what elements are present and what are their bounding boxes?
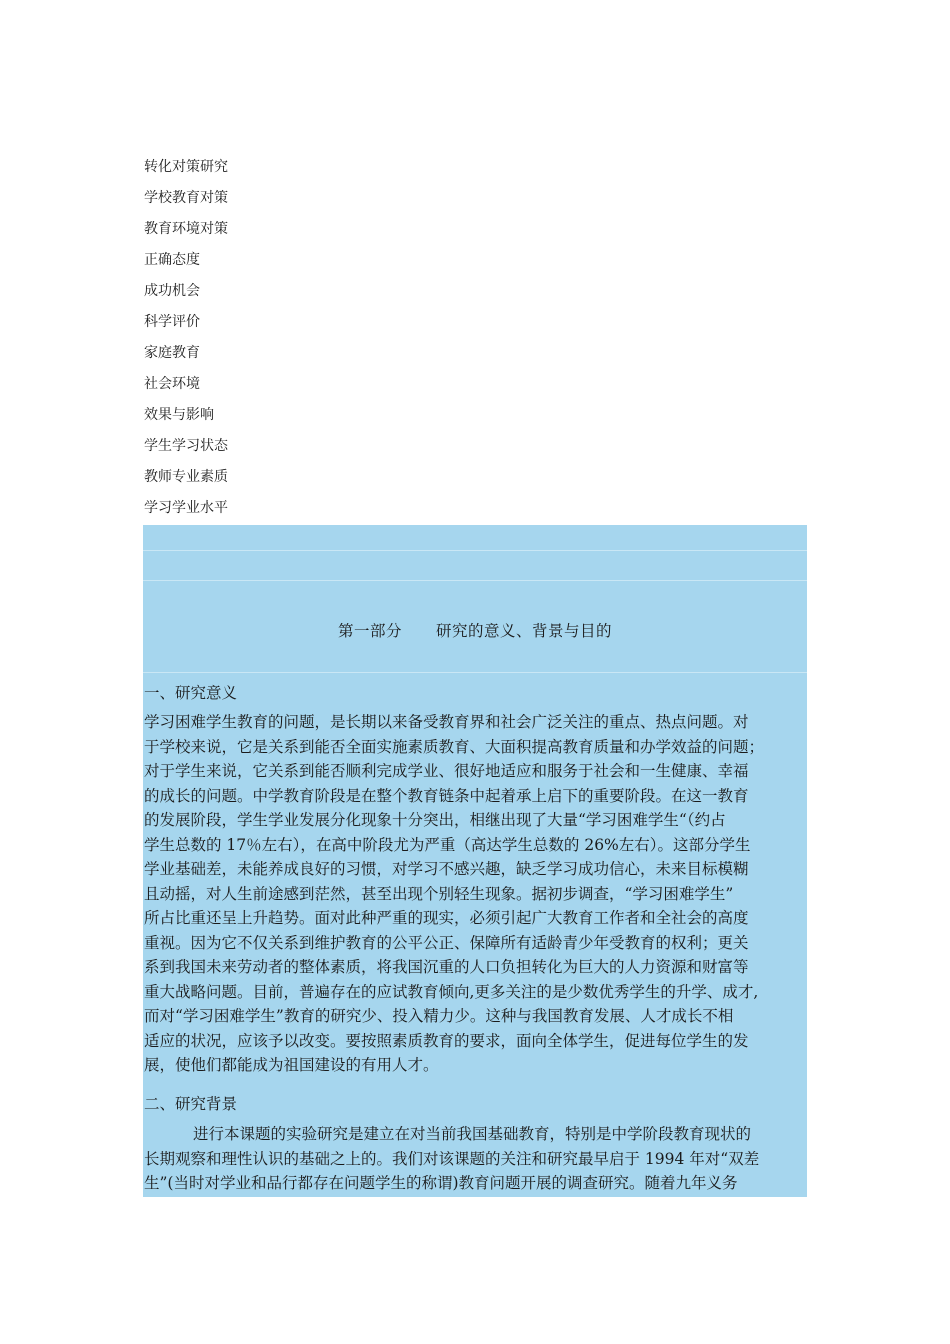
text-line: 学生总数的 17％左右），在高中阶段尤为严重（高达学生总数的 26%左右）。这部分学生 (144, 835, 751, 854)
text-line: 系到我国未来劳动者的整体素质，将我国沉重的人口负担转化为巨大的人力资源和财富等 (144, 958, 749, 976)
text-line: 而对“学习困难学生”教育的研究少、投入精力少。这种与我国教育发展、人才成长不相 (144, 1007, 734, 1025)
outline-item: 学校教育对策 (144, 190, 228, 206)
section-heading-background: 二、研究背景 (144, 1095, 238, 1113)
text-line: 重视。因为它不仅关系到维护教育的公平公正、保障所有适龄青少年受教育的权利；更关 (144, 933, 749, 952)
text-line: 重大战略问题。目前，普遍存在的应试教育倾向,更多关注的是少数优秀学生的升学、成才, (144, 982, 759, 1001)
outline-item: 科学评价 (144, 314, 200, 330)
part-heading (143, 619, 807, 641)
text-line: 的发展阶段，学生学业发展分化现象十分突出，相继出现了大量“学习困难学生“（约占 (144, 811, 726, 829)
outline-item: 教育环境对策 (144, 221, 228, 237)
text-line: 适应的状况，应该予以改变。要按照素质教育的要求，面向全体学生，促进每位学生的发 (144, 1031, 749, 1050)
background-paragraph (144, 1122, 807, 1196)
text-line: 长期观察和理性认识的基础之上的。我们对该课题的关注和研究最早启于 1994 年对“双差 (144, 1149, 760, 1168)
part-title-text: 研究的意义、背景与目的 (436, 622, 613, 640)
part-label: 第一部分 (337, 622, 402, 640)
text-line: 的成长的问题。中学教育阶段是在整个教育链条中起着承上启下的重要阶段。在这一教育 (144, 786, 749, 805)
outline-item: 学习学业水平 (144, 500, 228, 516)
outline-item: 转化对策研究 (144, 159, 228, 175)
text-line: 生”(当时对学业和品行都存在问题学生的称谓)教育问题开展的调查研究。随着九年义务 (144, 1174, 738, 1192)
text-line: 对于学生来说，它关系到能否顺利完成学业、很好地适应和服务于社会和一生健康、幸福 (144, 762, 749, 780)
outline-item: 学生学习状态 (144, 438, 228, 454)
outline-list (144, 156, 544, 528)
section-heading-significance: 一、研究意义 (144, 684, 238, 702)
text-line: 学业基础差，未能养成良好的习惯，对学习不感兴趣，缺乏学习成功信心，未来目标模糊 (144, 860, 749, 878)
highlighted-selection (143, 525, 807, 1197)
outline-item: 家庭教育 (144, 345, 200, 361)
text-line: 所占比重还呈上升趋势。面对此种严重的现实，必须引起广大教育工作者和全社会的高度 (144, 909, 749, 927)
text-line: 进行本课题的实验研究是建立在对当前我国基础教育，特别是中学阶段教育现状的 (193, 1125, 752, 1143)
text-line: 学习困难学生教育的问题，是长期以来备受教育界和社会广泛关注的重点、热点问题。对 (144, 713, 749, 731)
line-divider (143, 580, 807, 581)
outline-item: 教师专业素质 (144, 469, 228, 485)
outline-item: 成功机会 (144, 283, 200, 299)
outline-item: 效果与影响 (144, 407, 214, 423)
outline-item: 社会环境 (144, 376, 200, 392)
text-line: 展，使他们都能成为祖国建设的有用人才。 (144, 1056, 439, 1074)
outline-item: 正确态度 (144, 252, 200, 268)
text-line: 且动摇，对人生前途感到茫然，甚至出现个别轻生现象。据初步调查，“学习困难学生” (144, 884, 734, 903)
line-divider (143, 672, 807, 673)
line-divider (143, 550, 807, 551)
significance-paragraph (144, 710, 807, 1078)
text-line: 于学校来说，它是关系到能否全面实施素质教育、大面积提高教育质量和办学效益的问题； (144, 737, 765, 756)
